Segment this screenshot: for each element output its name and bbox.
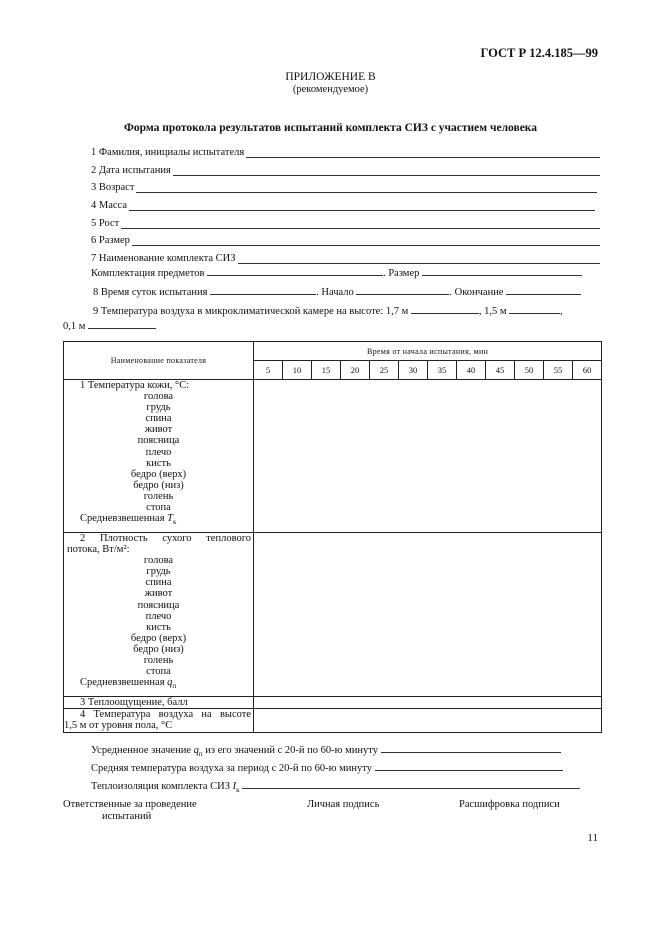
section2-item: кисть: [146, 621, 171, 633]
kit-items-input[interactable]: [207, 265, 383, 276]
section2-item: бедро (верх): [130, 632, 187, 644]
minute-30: 30: [399, 361, 428, 380]
section2-item: стопа: [146, 666, 171, 678]
summary-insulation[interactable]: Теплоизоляция комплекта СИЗ $I_к$: [91, 778, 600, 794]
section1-item: кисть: [146, 457, 171, 469]
field-mass[interactable]: 4 Масса: [91, 197, 595, 211]
air-temp-values[interactable]: [254, 709, 602, 733]
form-title: Форма протокола результатов испытаний комплекта СИЗ с участием человека: [123, 122, 538, 134]
field-size[interactable]: 6 Размер: [91, 232, 600, 246]
section1-item: бедро (низ): [133, 479, 184, 491]
time-header: Время от начала испытания, мин: [254, 342, 602, 361]
standard-number: ГОСТ Р 12.4.185—99: [480, 46, 598, 60]
heat-sensation-row: 3 Теплоощущение, балл: [64, 697, 254, 709]
signature-label: Личная подпись: [307, 799, 380, 810]
section2-item: плечо: [145, 610, 172, 622]
heat-flux-values[interactable]: [254, 533, 602, 697]
minute-10: 10: [283, 361, 312, 380]
minute-5: 5: [254, 361, 283, 380]
minute-60: 60: [573, 361, 602, 380]
section1-item: спина: [145, 413, 172, 425]
appendix-title: ПРИЛОЖЕНИЕ В: [285, 71, 376, 83]
section1-item: живот: [144, 424, 173, 436]
responsible-label-2: испытаний: [102, 811, 152, 822]
temp-1-7-input[interactable]: [411, 303, 479, 314]
heat-flux-section: 2 Плотность сухого теплового потока, Вт/м²: голова грудь спина живот поясница плечо кисть бедро (верх) бедро (низ) голень стопа Средневзвешенная $q_п$: [64, 533, 254, 697]
field-test-time[interactable]: 8 Время суток испытания . Начало . Окончание: [91, 284, 600, 298]
field-kit-name[interactable]: 7 Наименование комплекта СИЗ: [91, 250, 600, 264]
appendix-subtitle: (рекомендуемое): [292, 84, 369, 95]
temp-0-1-input[interactable]: [88, 318, 156, 329]
section1-item: голень: [143, 490, 174, 502]
decoding-label: Расшифровка подписи: [459, 799, 560, 810]
minute-35: 35: [428, 361, 457, 380]
minute-40: 40: [457, 361, 486, 380]
section1-item: голова: [143, 391, 174, 403]
kit-size-input[interactable]: [422, 265, 582, 276]
air-temp-row: 4 Температура воздуха на высоте 1,5 м от уровня пола, °С: [64, 709, 254, 733]
field-air-temperature[interactable]: 9 Температура воздуха в микроклиматической камере на высоте: 1,7 м , 1,5 м ,: [91, 303, 600, 317]
minute-15: 15: [312, 361, 341, 380]
minute-55: 55: [544, 361, 573, 380]
section2-item: спина: [145, 577, 172, 589]
section1-item: бедро (верх): [130, 468, 187, 480]
temp-1-5-input[interactable]: [509, 303, 560, 314]
section1-item: грудь: [146, 402, 171, 414]
end-input[interactable]: [506, 284, 581, 295]
section1-item: поясница: [137, 435, 180, 447]
section1-item: стопа: [146, 502, 171, 514]
field-kit-items[interactable]: Комплектация предметов . Размер: [91, 265, 600, 279]
skin-temperature-section: 1 Температура кожи, °С: голова грудь спина живот поясница плечо кисть бедро (верх) бедро (низ) голень стопа Средневзвешенная $T_к$: [64, 380, 254, 533]
section2-item: живот: [144, 588, 173, 600]
field-age[interactable]: 3 Возраст: [91, 179, 597, 193]
minute-50: 50: [515, 361, 544, 380]
minute-25: 25: [370, 361, 399, 380]
summary-avg-air-temp[interactable]: Средняя температура воздуха за период с 20-й по 60-ю минуту: [91, 760, 600, 774]
field-test-date[interactable]: 2 Дата испытания: [91, 162, 600, 176]
section2-item: бедро (низ): [133, 643, 184, 655]
minute-45: 45: [486, 361, 515, 380]
time-of-day-input[interactable]: [210, 284, 316, 295]
heat-sensation-values[interactable]: [254, 697, 602, 709]
field-tester-name[interactable]: 1 Фамилия, инициалы испытателя: [91, 144, 600, 158]
field-air-temperature-0-1[interactable]: 0,1 м: [63, 318, 600, 332]
section1-item: плечо: [145, 446, 172, 458]
skin-temp-values[interactable]: [254, 380, 602, 533]
section2-item: поясница: [137, 599, 180, 611]
section2-item: грудь: [146, 566, 171, 578]
section2-item: голень: [143, 655, 174, 667]
field-height[interactable]: 5 Рост: [91, 215, 600, 229]
responsible-label: Ответственные за проведение: [63, 799, 197, 810]
heat-flux-avg: Средневзвешенная $q_п$: [80, 677, 177, 691]
param-header: Наименование показателя: [64, 342, 254, 380]
start-input[interactable]: [356, 284, 449, 295]
section2-item: голова: [143, 555, 174, 567]
results-table: [63, 341, 602, 733]
summary-avg-flux[interactable]: Усредненное значение $q_п$ из его значений с 20-й по 60-ю минуту: [91, 742, 600, 758]
page-number: 11: [587, 832, 598, 844]
minute-20: 20: [341, 361, 370, 380]
skin-temp-avg: Средневзвешенная $T_к$: [80, 513, 177, 527]
